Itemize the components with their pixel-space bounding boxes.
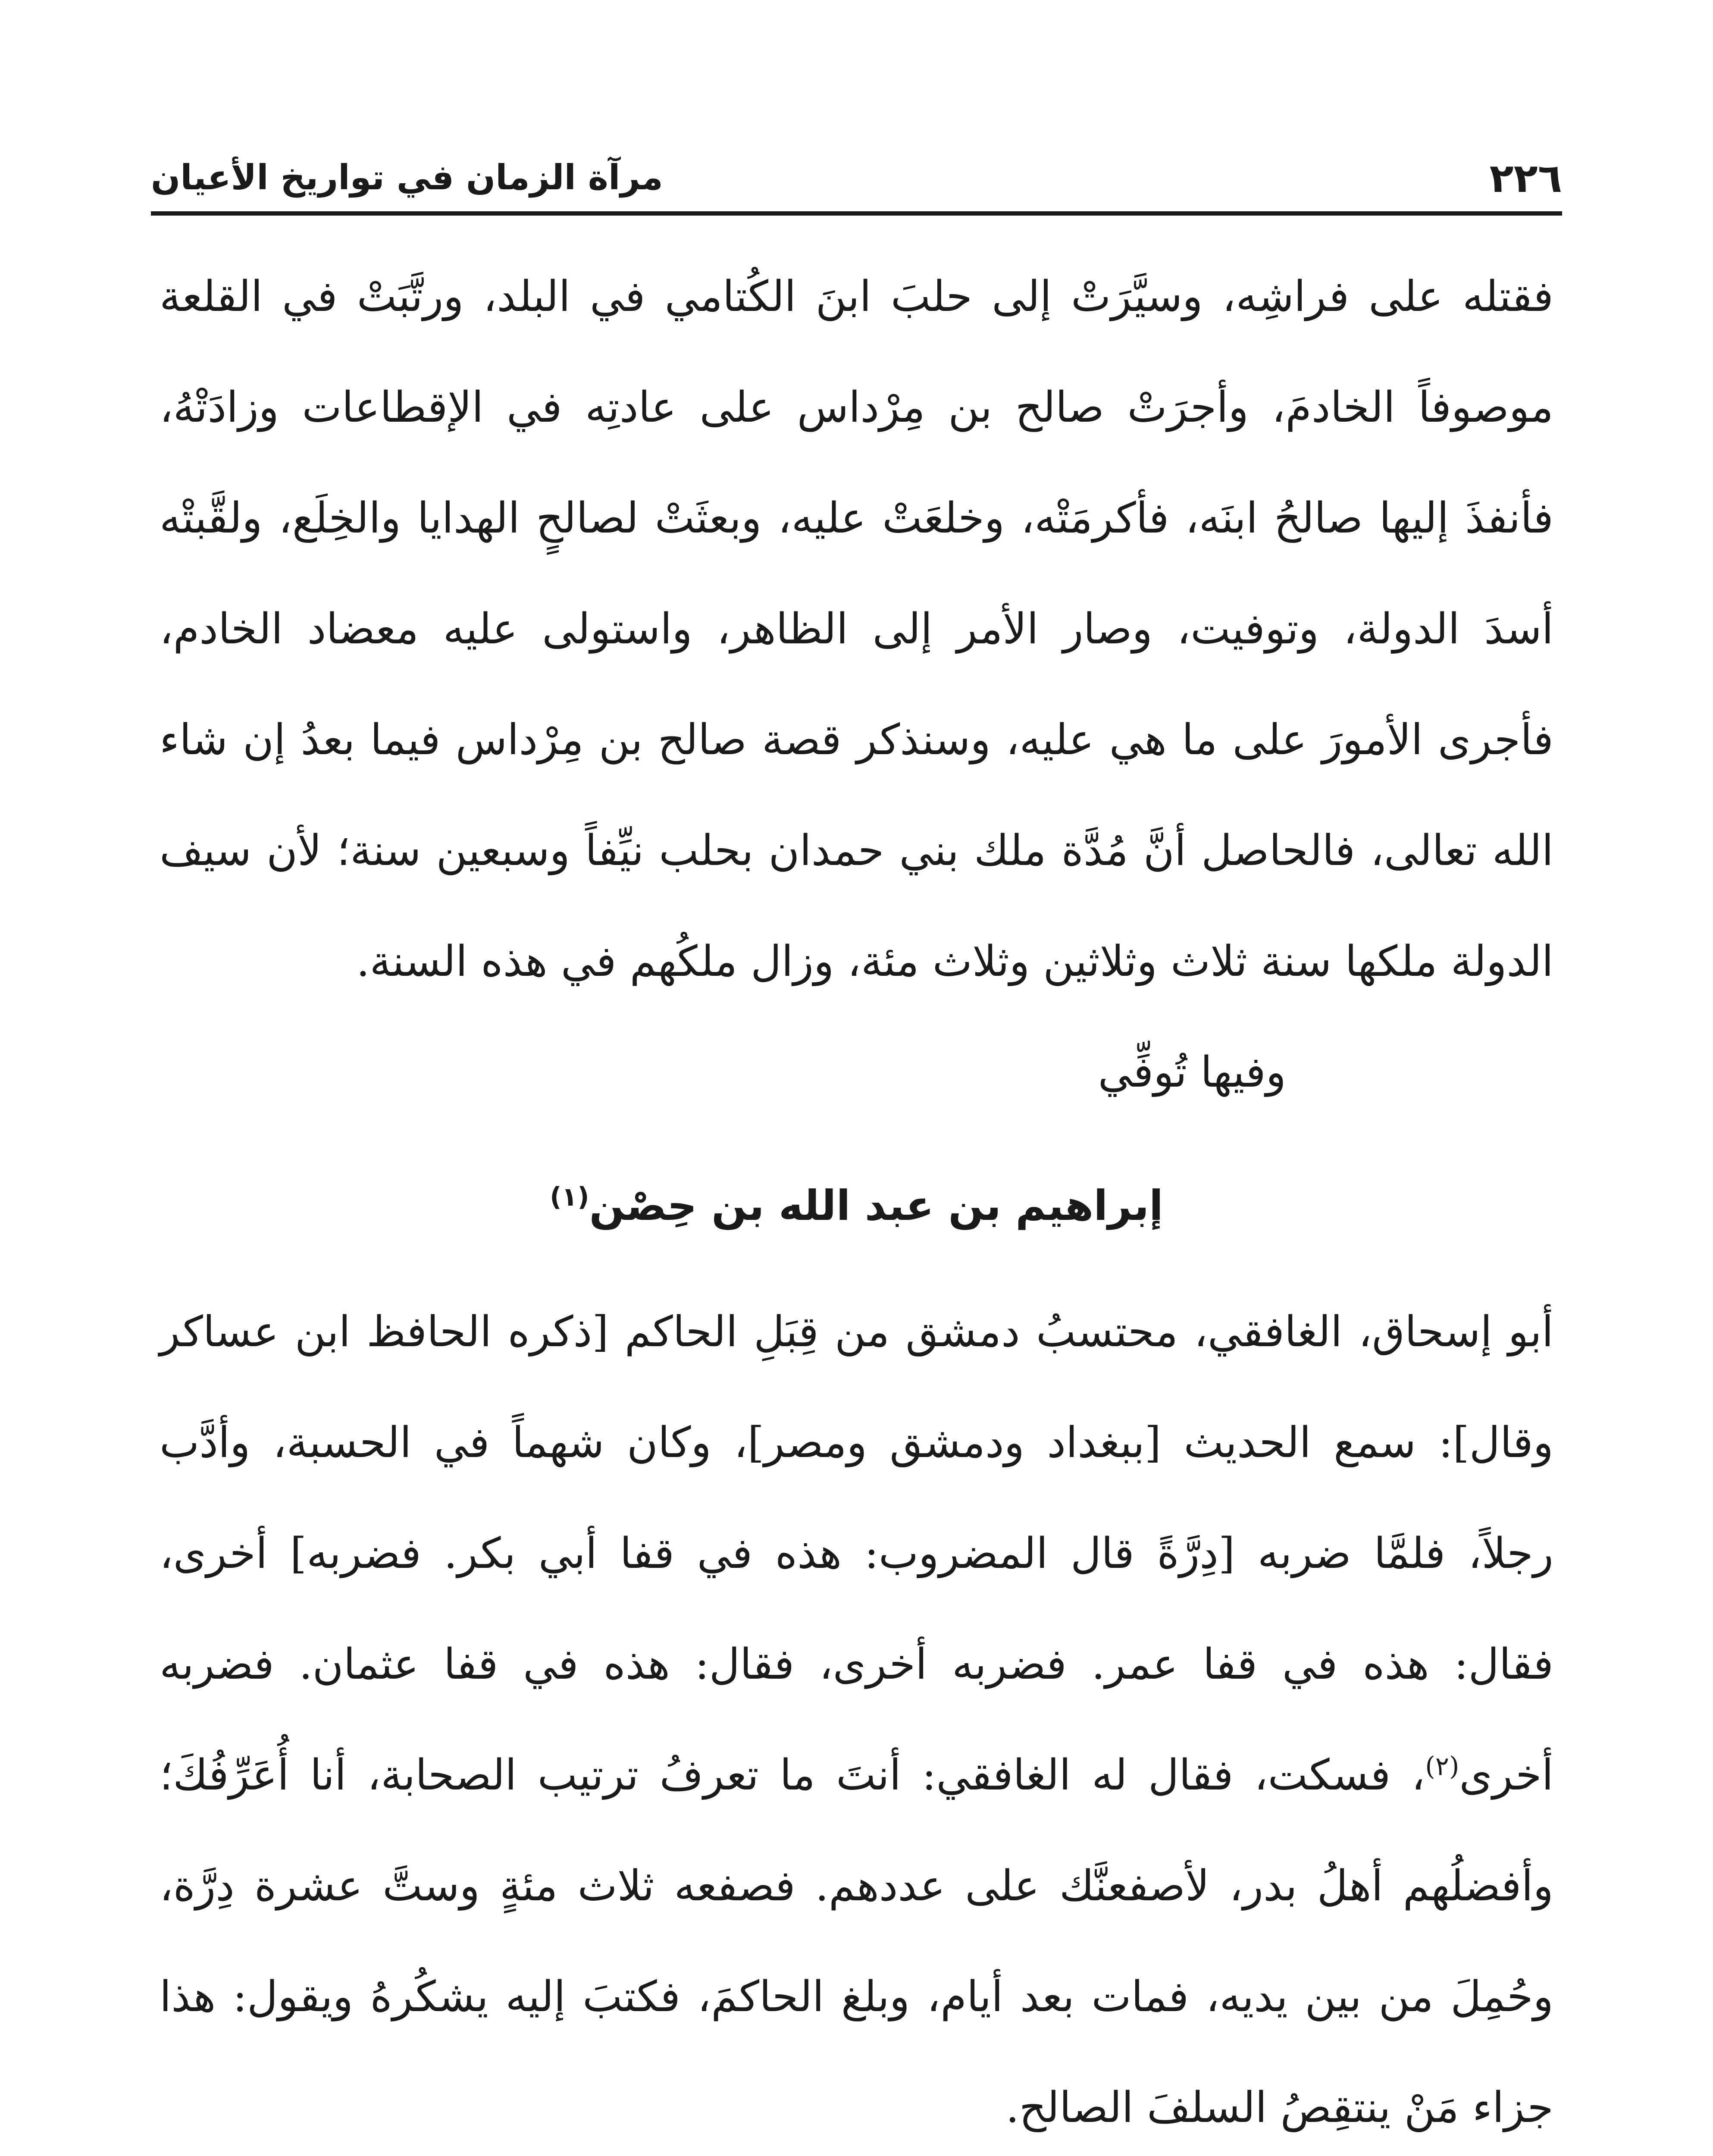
entry-paragraph-ibrahim-part2: ، فسكت، فقال له الغافقي: أنتَ ما تعرفُ ترتيب الصحابة، أنا أُعَرِّفُكَ؛ وأفضلُهم أهلُ بدر، لأصفعنَّك على عددهم. فصفعه ثلاث مئةٍ وستَّ عشرة دِرَّة، وحُمِلَ من بين يديه، فمات بعد أيام، وبلغ الحاكمَ، فكتبَ إليه يشكُرهُ ويقول: هذا جزاء مَنْ ينتقِصُ السلفَ الصالح. [160,1751,1553,2132]
died-line-1: وفيها تُوفِّي [1098,1048,1286,1097]
footnote-ref-1: (١) [550,1182,589,1212]
entry-paragraph-ibrahim-part1: أبو إسحاق، الغافقي، محتسبُ دمشق من قِبَلِ الحاكم [ذكره الحافظ ابن عساكر وقال]: سمع الحديث [ببغداد ودمشق ومصر]، وكان شهماً في الحسبة، وأدَّب رجلاً، فلمَّا ضربه [دِرَّةً قال المضروب: هذه في قفا أبي بكر. فضربه] أخرى، فقال: هذه في قفا عمر. فضربه أخرى، فقال: هذه في قفا عثمان. فضربه أخرى [160,1307,1553,1800]
intro-paragraph: فقتله على فراشِه، وسيَّرَتْ إلى حلبَ ابنَ الكُتامي في البلد، ورتَّبَتْ في القلعة موصوفاً الخادمَ، وأجرَتْ صالح بن مِرْداس على عادتِه في الإقطاعات وزادَتْهُ، فأنفذَ إليها صالحُ ابنَه، فأكرمَتْه، وخلعَتْ عليه، وبعثَتْ لصالحٍ الهدايا والخِلَع، ولقَّبتْه أسدَ الدولة، وتوفيت، وصار الأمر إلى الظاهر، واستولى عليه معضاد الخادم، فأجرى الأمورَ على ما هي عليه، وسنذكر قصة صالح بن مِرْداس فيما بعدُ إن شاء الله تعالى، فالحاصل أنَّ مُدَّة ملك بني حمدان بحلب نيِّفاً وسبعين سنة؛ لأن سيف الدولة ملكها سنة ثلاث وثلاثين وثلاث مئة، وزال ملكُهم في هذه السنة. [160,272,1553,986]
page-number: ٢٢٦ [1489,155,1562,201]
footnote-ref-2: (٢) [1425,1751,1459,1782]
main-text [160,241,1553,2156]
entry-paragraph-ibrahim [160,1277,1553,2156]
running-title: مرآة الزمان في تواريخ الأعيان [151,157,663,197]
entry-heading-ibrahim-text: إبراهيم بن عبد الله بن حِصْن [589,1181,1163,1230]
entry-heading-ibrahim [160,1173,1553,1238]
running-header [151,147,1562,216]
